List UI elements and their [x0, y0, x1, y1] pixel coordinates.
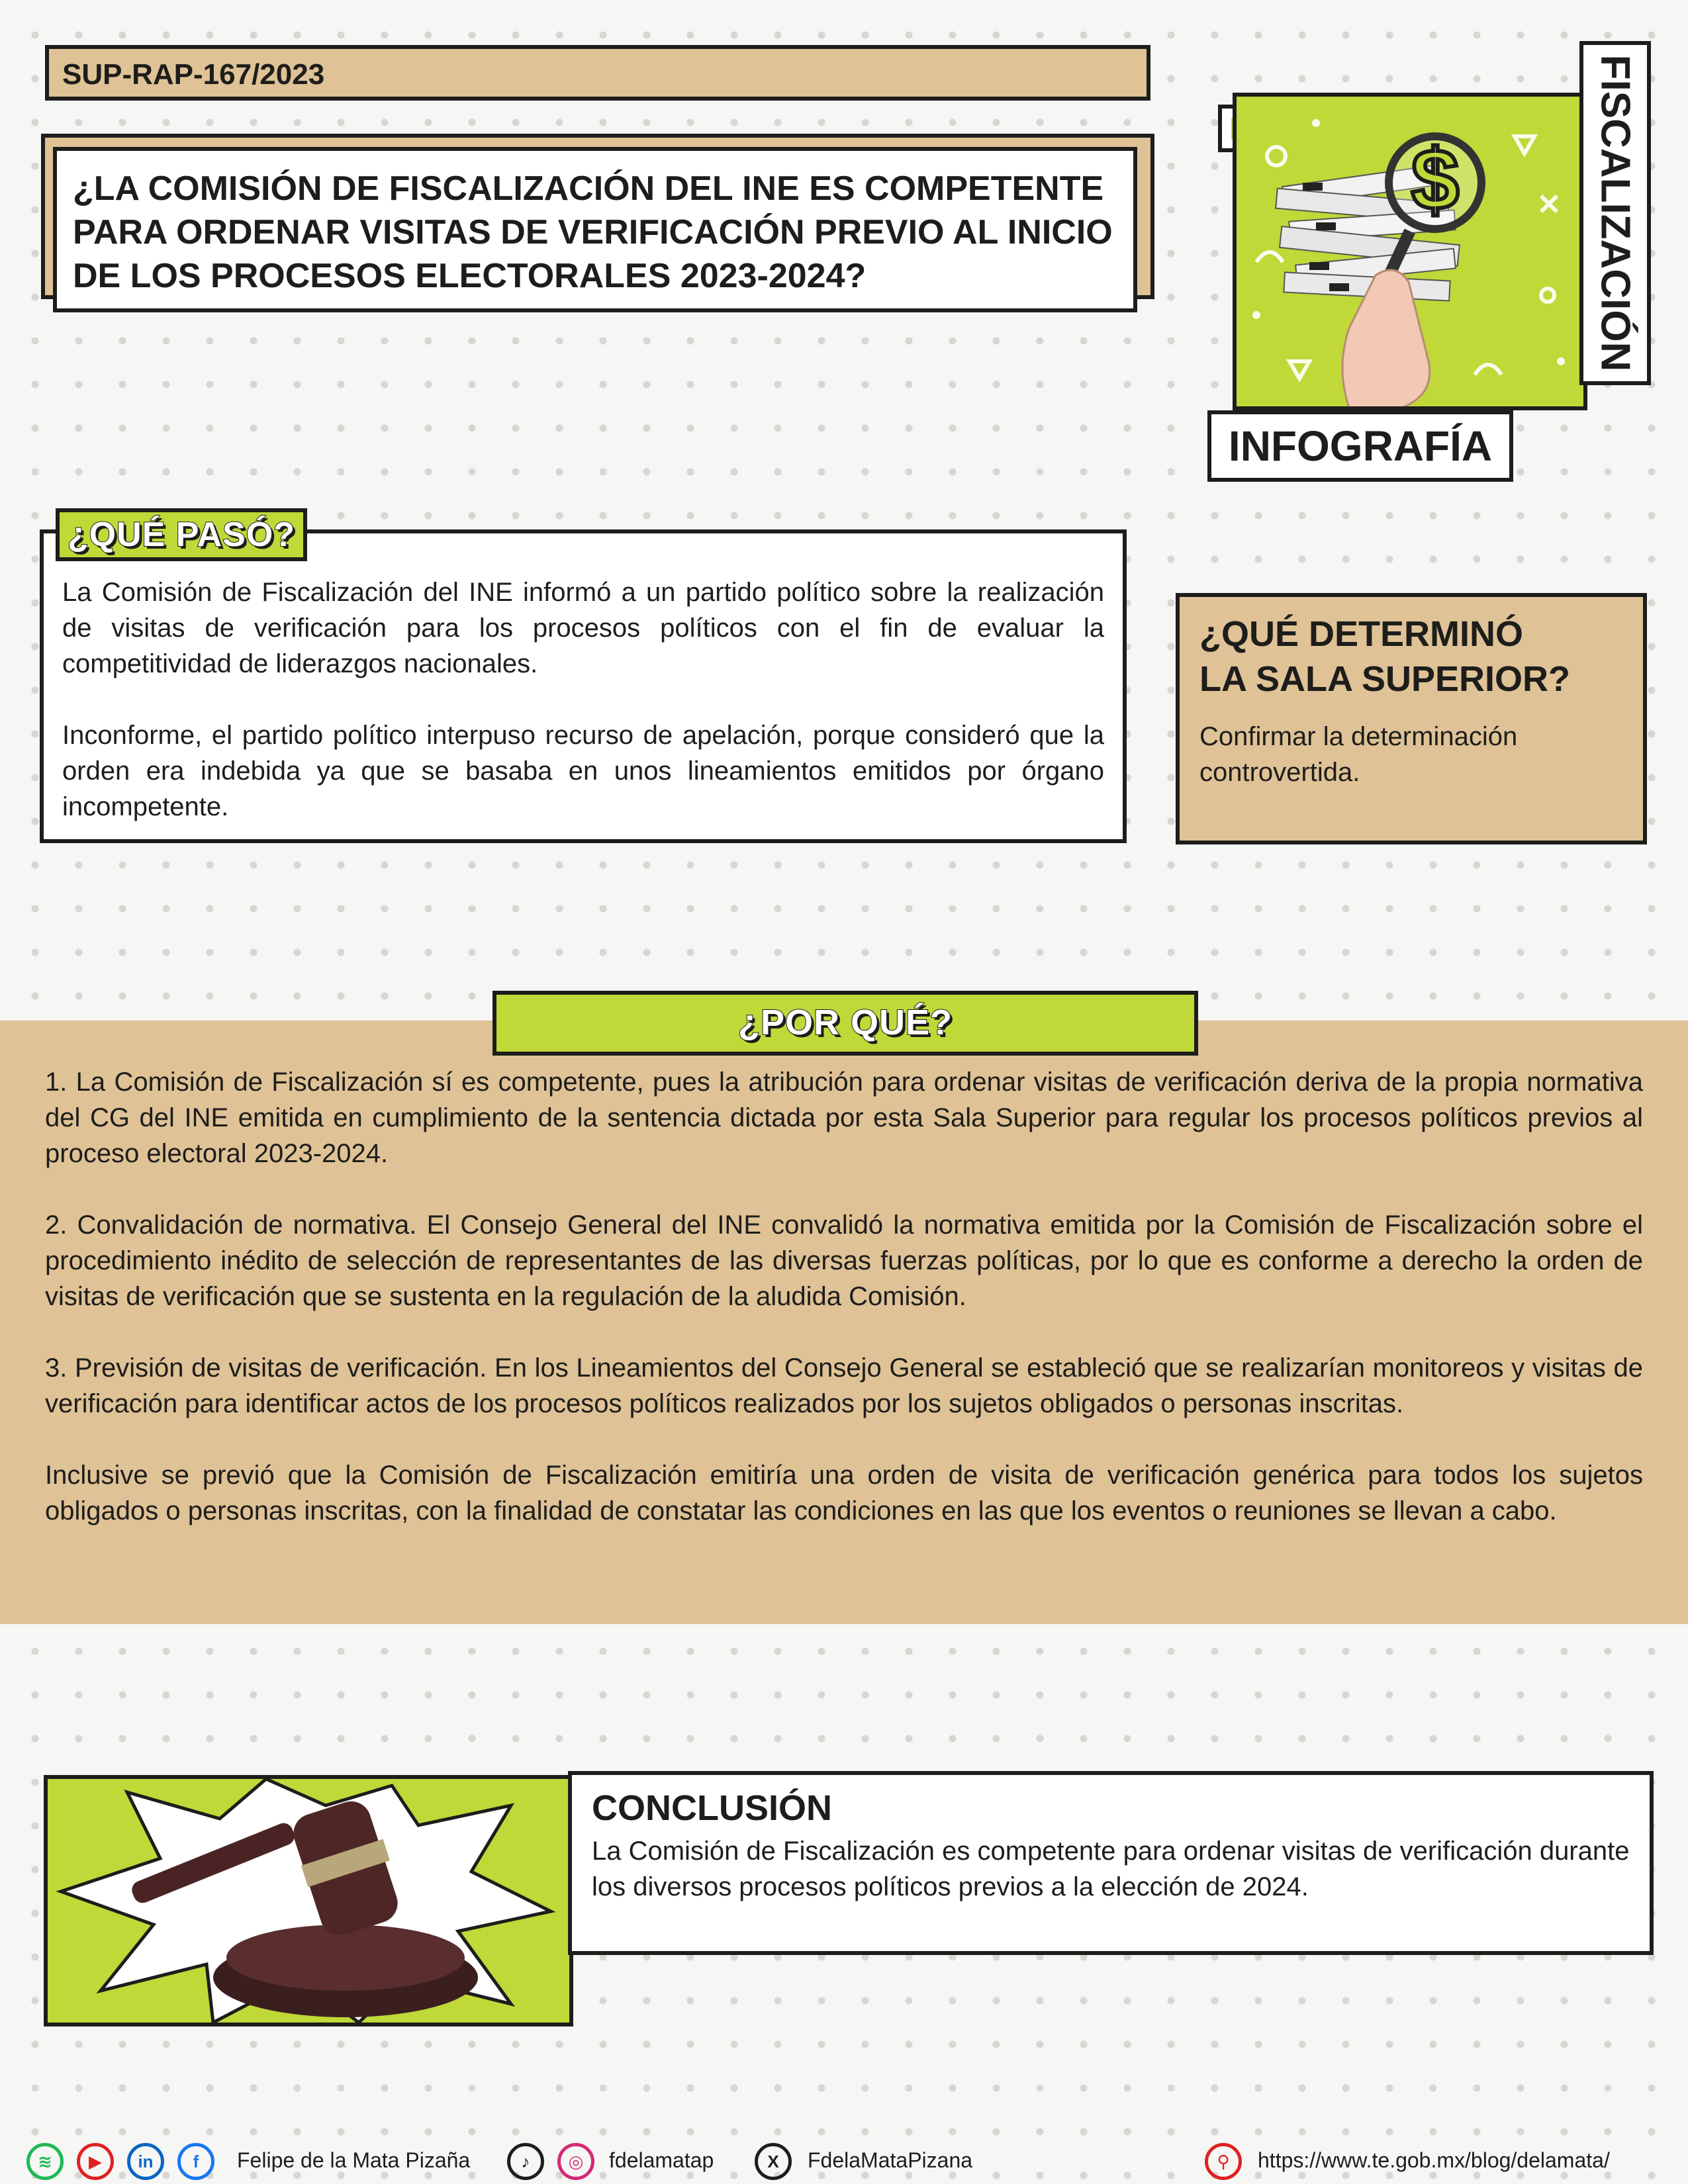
svg-text:$: $	[1411, 131, 1460, 228]
footer-handle: fdelamatap	[609, 2148, 714, 2172]
conclusion-text: La Comisión de Fiscalización es competente para ordenar visitas de verificación durante los diversos procesos políticos previos a la elección de 2024.	[592, 1837, 1630, 1901]
tiktok-icon[interactable]: ♪	[507, 2143, 544, 2180]
conclusion-box	[568, 1771, 1654, 1955]
infografia-label: INFOGRAFÍA	[1207, 410, 1513, 482]
footer-url[interactable]: https://www.te.gob.mx/blog/delamata/	[1258, 2148, 1610, 2172]
por-que-paragraph: 1. La Comisión de Fiscalización sí es competente, pues la atribución para ordenar visitas de verificación deriva de la propia normativa del CG del INE emitida en cumplimiento de la sentencia dictada por esta Sala Superior para regular los procesos políticos previos al proceso electoral 2023-2024.	[45, 1068, 1643, 1168]
que-determino-box	[1176, 593, 1647, 844]
por-que-paragraph: 2. Convalidación de normativa. El Consejo General del INE convalidó la normativa emitida por la Comisión de Fiscalización sobre el procedimiento inédito de selección de representantes de las diversas fuerzas políticas, por lo que es conforme a derecho la orden de visitas de verificación que se sustenta en la regulación de la aludida Comisión.	[45, 1210, 1643, 1311]
illustration-graphic	[1237, 97, 1583, 406]
que-determino-text: Confirmar la determinación controvertida.	[1199, 722, 1518, 787]
que-paso-tag: ¿QUÉ PASÓ?	[56, 508, 307, 561]
instagram-icon[interactable]: ◎	[557, 2143, 594, 2180]
footer-x-handle: FdelaMataPizana	[808, 2148, 973, 2172]
que-determino-title-line2: LA SALA SUPERIOR?	[1199, 659, 1571, 699]
main-question: ¿LA COMISIÓN DE FISCALIZACIÓN DEL INE ES COMPETENTE PARA ORDENAR VISITAS DE VERIFICACIÓN PREVIO AL INICIO DE LOS PROCESOS ELECTORALES 2023-2024?	[53, 147, 1137, 312]
youtube-icon[interactable]: ▶	[77, 2143, 114, 2180]
facebook-icon[interactable]: f	[177, 2143, 214, 2180]
por-que-tag: ¿POR QUÉ?	[492, 991, 1198, 1056]
footer	[26, 2143, 1662, 2183]
x-icon[interactable]: X	[755, 2143, 792, 2180]
search-icon[interactable]: ⚲	[1205, 2143, 1242, 2180]
gavel-graphic	[48, 1779, 569, 2023]
por-que-text	[45, 1064, 1643, 1565]
case-number: SUP-RAP-167/2023	[45, 45, 1150, 101]
spotify-icon[interactable]: ≋	[26, 2143, 64, 2180]
que-paso-paragraph: La Comisión de Fiscalización del INE informó a un partido político sobre la realización de visitas de verificación para los procesos políticos con el fin de evaluar la competitividad de liderazgos nacionales.	[62, 578, 1104, 678]
que-determino-title	[1199, 612, 1623, 702]
fiscalizacion-text: FISCALIZACIÓN	[1592, 54, 1638, 372]
footer-name: Felipe de la Mata Pizaña	[237, 2148, 471, 2172]
que-paso-paragraph: Inconforme, el partido político interpuso recurso de apelación, porque consideró que la orden era indebida ya que se basaba en unos lineamientos emitidos por órgano incompetente.	[62, 721, 1104, 821]
que-paso-box	[40, 529, 1127, 843]
linkedin-icon[interactable]: in	[127, 2143, 164, 2180]
por-que-paragraph: Inclusive se previó que la Comisión de Fiscalización emitiría una orden de visita de verificación genérica para todos los sujetos obligados o personas inscritas, con la finalidad de constatar las condiciones en las que los eventos o reuniones se llevan a cabo.	[45, 1461, 1643, 1525]
gavel-illustration	[44, 1775, 573, 2026]
que-determino-title-line1: ¿QUÉ DETERMINÓ	[1199, 614, 1524, 654]
por-que-paragraph: 3. Previsión de visitas de verificación. En los Lineamientos del Consejo General se estableció que se realizarían monitoreos y visitas de verificación para identificar actos de los procesos políticos realizados por los sujetos obligados o personas inscritas.	[45, 1353, 1643, 1418]
conclusion-title: CONCLUSIÓN	[592, 1788, 832, 1828]
fiscalizacion-label	[1579, 41, 1651, 385]
magnifier-documents-illustration	[1233, 93, 1587, 410]
